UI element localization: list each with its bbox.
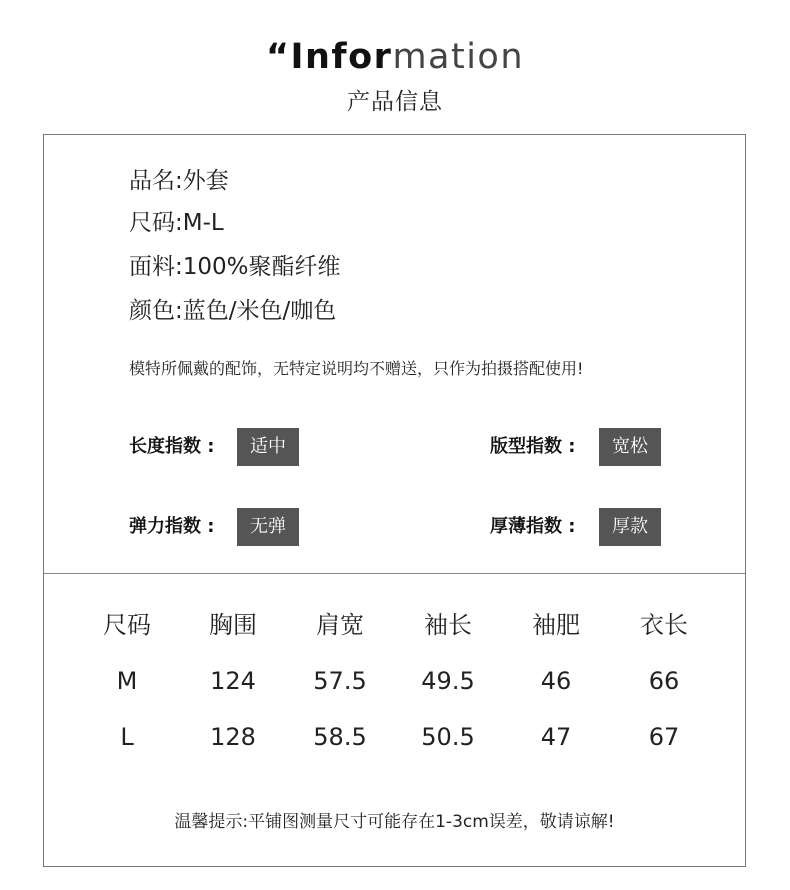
title-prefix: “Infor [265, 37, 393, 77]
length-index-tag: 适中 [237, 428, 299, 466]
table-header-size: 尺码 [103, 611, 151, 639]
table-cell: 50.5 [421, 723, 475, 751]
table-cell: 66 [648, 667, 680, 695]
accessory-note: 模特所佩戴的配饰，无特定说明均不赠送，只作为拍摄搭配使用! [129, 359, 584, 378]
elasticity-index-tag: 无弹 [237, 508, 299, 546]
table-header-sleeve-width: 袖肥 [532, 611, 580, 639]
table-cell: L [120, 723, 134, 751]
length-index-label: 长度指数 : [129, 436, 215, 457]
table-cell: 49.5 [421, 667, 475, 695]
table-cell: 124 [210, 667, 256, 695]
product-name: 品名:外套 [129, 168, 229, 194]
table-header-sleeve-length: 袖长 [424, 611, 472, 639]
info-box [43, 134, 746, 867]
thickness-index-label: 厚薄指数 : [490, 516, 576, 537]
table-cell: M [116, 667, 138, 695]
product-color: 颜色:蓝色/米色/咖色 [129, 298, 337, 324]
table-cell: 47 [540, 723, 572, 751]
table-cell: 46 [540, 667, 572, 695]
table-cell: 58.5 [313, 723, 367, 751]
section-divider [44, 573, 745, 574]
table-cell: 128 [210, 723, 256, 751]
fit-index-label: 版型指数 : [490, 436, 576, 457]
product-size: 尺码:M-L [129, 210, 224, 236]
measurement-tip: 温馨提示:平铺图测量尺寸可能存在1-3cm误差，敬请谅解! [174, 812, 615, 832]
page-subtitle: 产品信息 [347, 89, 443, 115]
table-header-shoulder: 肩宽 [316, 611, 364, 639]
table-cell: 57.5 [313, 667, 367, 695]
product-fabric: 面料:100%聚酯纤维 [129, 254, 341, 280]
fit-index-tag: 宽松 [599, 428, 661, 466]
table-header-length: 衣长 [640, 611, 688, 639]
page-title [0, 36, 790, 78]
table-header-chest: 胸围 [209, 611, 257, 639]
title-suffix: mation [392, 37, 525, 77]
thickness-index-tag: 厚款 [599, 508, 661, 546]
elasticity-index-label: 弹力指数 : [129, 516, 215, 537]
table-cell: 67 [648, 723, 680, 751]
